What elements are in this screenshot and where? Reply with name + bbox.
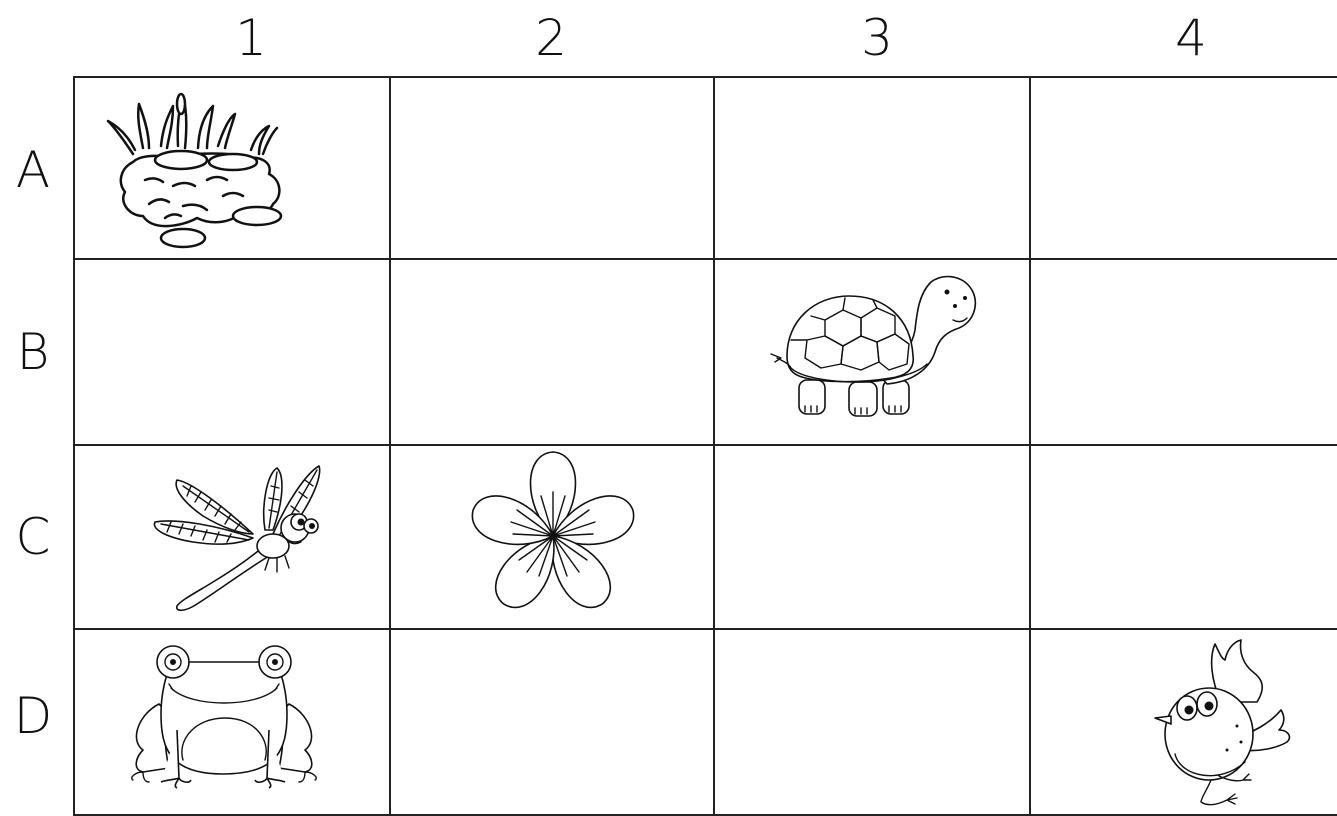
- cell-a3[interactable]: [715, 76, 1031, 260]
- column-label-3: 3: [861, 9, 893, 67]
- dragonfly-icon: [73, 446, 391, 630]
- bird-icon: [1031, 630, 1337, 816]
- flower-icon: [391, 446, 715, 630]
- turtle-icon: [715, 260, 1031, 446]
- cell-d2[interactable]: [391, 630, 715, 816]
- row-label-b: B: [16, 323, 50, 381]
- cell-d1[interactable]: [73, 630, 391, 816]
- cell-c4[interactable]: [1031, 446, 1337, 630]
- frog-icon: [73, 630, 391, 816]
- pond-icon: [73, 76, 391, 260]
- cell-b4[interactable]: [1031, 260, 1337, 446]
- cell-a1[interactable]: [73, 76, 391, 260]
- column-label-1: 1: [235, 9, 267, 67]
- cell-d4[interactable]: [1031, 630, 1337, 816]
- cell-c3[interactable]: [715, 446, 1031, 630]
- row-label-d: D: [13, 687, 53, 745]
- column-label-2: 2: [535, 9, 567, 67]
- coordinate-grid: [73, 76, 1337, 816]
- cell-c2[interactable]: [391, 446, 715, 630]
- row-label-c: C: [15, 508, 51, 566]
- column-label-4: 4: [1175, 9, 1207, 67]
- cell-b3[interactable]: [715, 260, 1031, 446]
- cell-a2[interactable]: [391, 76, 715, 260]
- cell-d3[interactable]: [715, 630, 1031, 816]
- cell-c1[interactable]: [73, 446, 391, 630]
- row-label-a: A: [15, 141, 51, 199]
- cell-a4[interactable]: [1031, 76, 1337, 260]
- cell-b2[interactable]: [391, 260, 715, 446]
- cell-b1[interactable]: [73, 260, 391, 446]
